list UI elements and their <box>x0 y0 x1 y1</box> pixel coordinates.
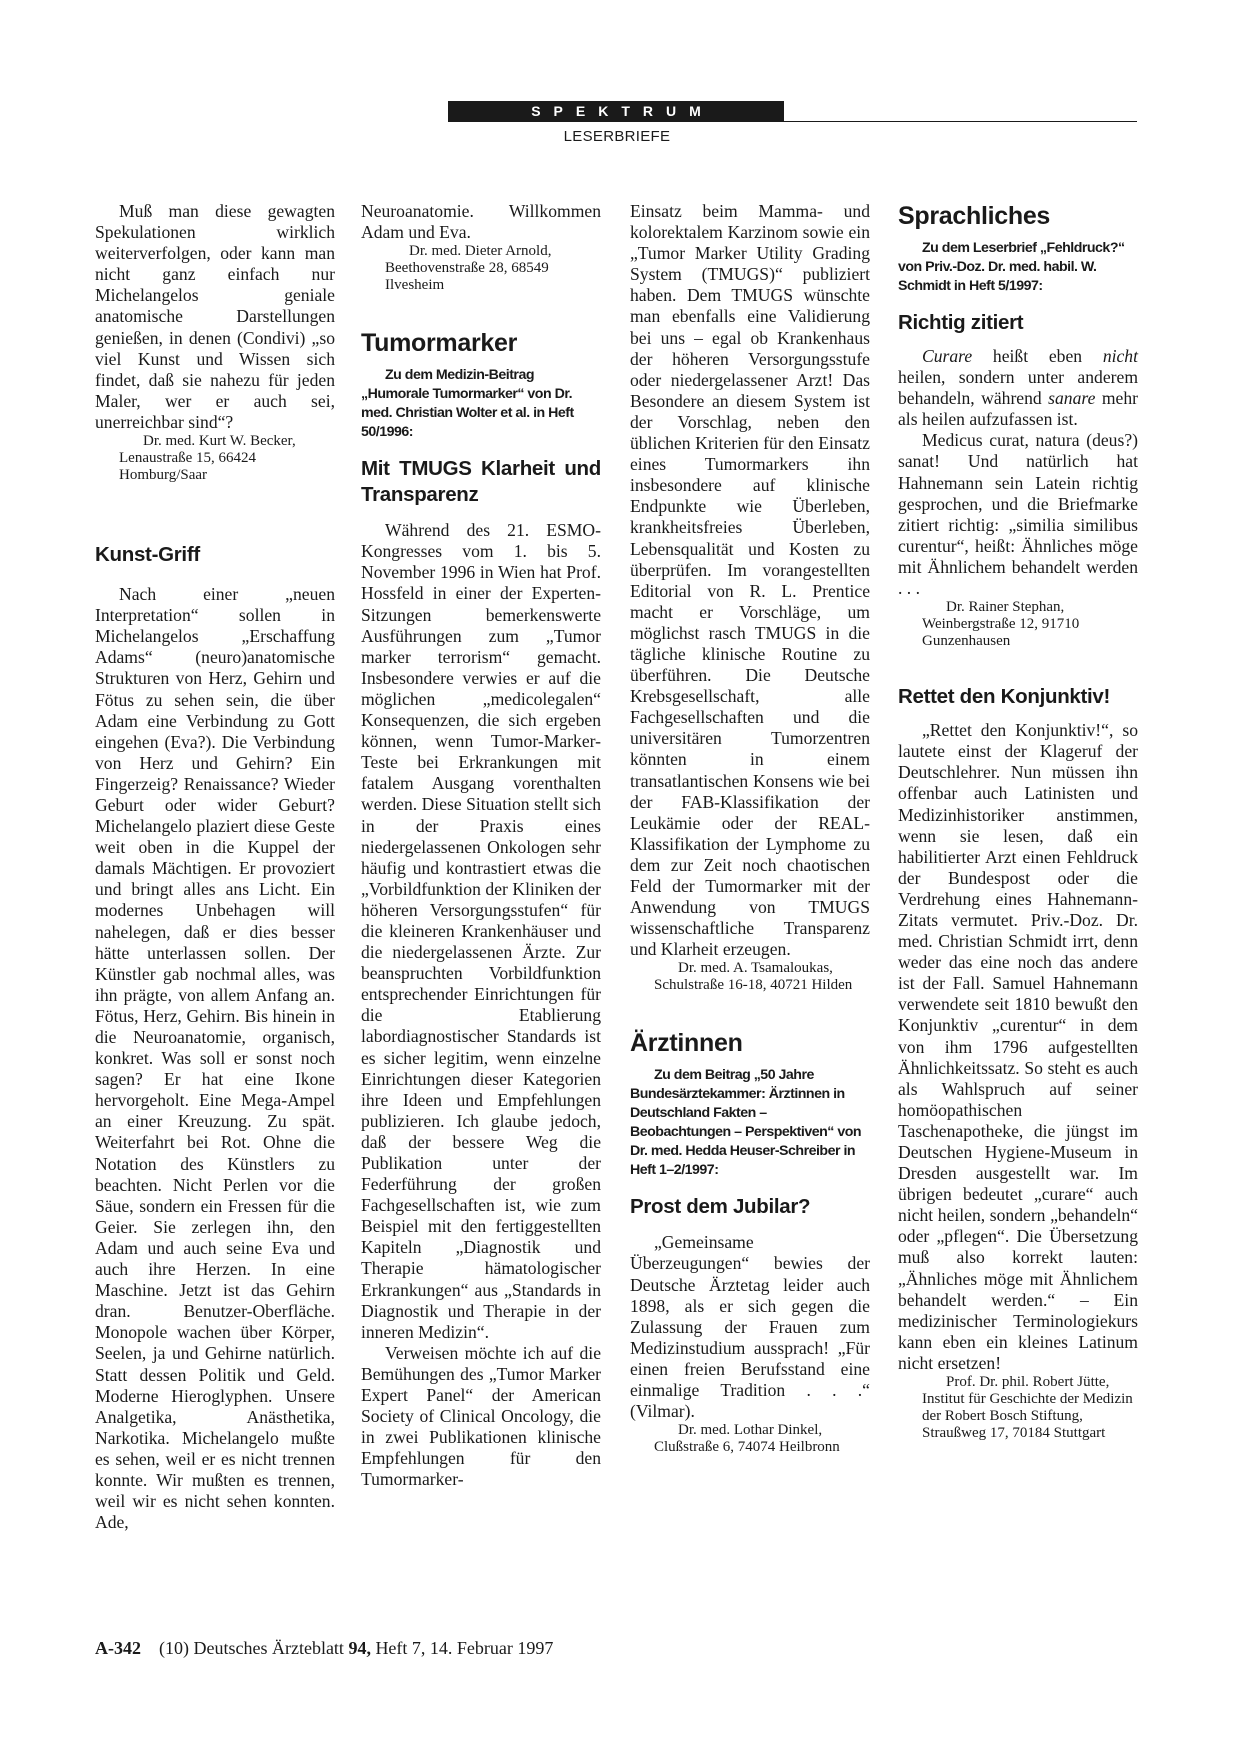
letter-signature: Prof. Dr. phil. Robert Jütte, Institut für Geschichte der Medizin der Robert Bosch Stiftung, Straußweg 17, 70184 Stuttgart <box>922 1374 1133 1442</box>
letter-headline: Mit TMUGS Klarheit und Transparenz <box>361 457 601 507</box>
letter-headline: Richtig zitiert <box>898 311 1024 334</box>
header-rule-left <box>448 121 784 122</box>
reference-intro: Zu dem Medizin-Beitrag „Humorale Tumormarker“ von Dr. med. Christian Wolter et al. in Heft 50/1996: <box>361 367 574 441</box>
column-4 <box>898 201 1138 1442</box>
letter-headline: Prost dem Jubilar? <box>630 1195 811 1219</box>
letter-signature: Dr. med. Lothar Dinkel, Clußstraße 6, 74074 Heilbronn <box>654 1422 840 1456</box>
column-2 <box>361 201 601 1491</box>
volume-number: 94, <box>348 1638 371 1658</box>
letter-paragraph <box>898 346 1138 430</box>
letter-paragraph: Verweisen möchte ich auf die Bemühungen des „Tumor Marker Expert Panel“ der American Society of Clinical Oncology, die in zwei Publikationen klinische Empfehlungen für den Tumormarker- <box>361 1342 601 1490</box>
topic-heading: Sprachliches <box>898 202 1051 230</box>
reference-intro: Zu dem Beitrag „50 Jahre Bundesärztekammer: Ärztinnen in Deutschland Fakten – Beobachtungen – Perspektiven“ von Dr. med. Hedda Heuser-Schreiber in Heft 1–2/1997: <box>630 1067 862 1179</box>
column-3 <box>630 201 870 1456</box>
latin-term: Curare <box>922 346 973 366</box>
text-run: heißt eben <box>972 346 1103 366</box>
text-run: heilen, sondern unter anderem behandeln, während <box>898 367 1138 409</box>
section-subtitle: LESERBRIEFE <box>563 128 671 145</box>
text-run: mehr als heilen aufzufassen ist. <box>898 388 1138 430</box>
topic-heading: Tumormarker <box>361 329 518 358</box>
latin-term: sanare <box>1048 388 1096 409</box>
letter-paragraph: „Gemeinsame Überzeugungen“ bewies der Deutsche Ärztetag leider auch 1898, als er sich gegen die Zulassung der Frauen zum Medizinstudium aussprach! „Für einen freien Berufsstand eine einmalige Tradition . . .“ (Vilmar). <box>630 1232 870 1422</box>
letter-paragraph: Während des 21. ESMO-Kongresses vom 1. bis 5. November 1996 in Wien hat Prof. Hossfeld in einer der Experten-Sitzungen bemerkenswerte Ausführungen zum „Tumor marker terrorism“ gemacht. Insbesondere verwies er auf die möglichen „medicolegalen“ Konsequenzen, die sich ergeben können, wenn Tumor-Marker-Teste bei Erkrankungen mit fatalem Ausgang vorenthalten werden. Diese Situation stellt sich in der Praxis eines niedergelassenen Onkologen sehr häufig und kontrastiert etwas die „Vorbildfunktion der Kliniken der höheren Versorgungsstufen“ für die kleineren Krankenhäuser und die niedergelassenen Ärzte. Zur beanspruchten Vorbildfunktion entsprechender Einrichtungen für die Etablierung labordiagnostischer Standards ist es sicher legitim, wenn einzelne Einrichtungen dieser Kategorien ihre Ideen und Empfehlungen publizieren. Ich glaube jedoch, daß der bessere Weg die Publikation unter der Federführung der großen Fachgesellschaften ist, wie zum Beispiel mit den fertiggestellten Kapiteln „Diagnostik und Therapie hämatologischer Erkrankungen“ aus „Standards in Diagnostik und Therapie in der inneren Medizin“. <box>361 520 601 1342</box>
letter-paragraph: Neuroanatomie. Willkommen Adam und Eva. <box>361 201 601 243</box>
footer-text: (10) Deutsches Ärzteblatt <box>159 1638 349 1658</box>
footer-text: Heft 7, 14. Februar 1997 <box>370 1638 554 1658</box>
letter-paragraph: Muß man diese gewagten Spekulationen wirklich weiterverfolgen, oder kann man nicht ganz einfach nur Michelangelos geniale anatomische Darstellungen genießen, in denen (Condivi) „so viel Kunst und Wissen sich findet, daß sie nahezu für jeden Maler, wer er auch sei, unerreichbar sind“? <box>95 201 335 432</box>
page-footer <box>95 1638 553 1659</box>
page-number: A-342 <box>95 1638 141 1658</box>
topic-heading: Ärztinnen <box>630 1029 743 1058</box>
letter-paragraph: „Rettet den Konjunktiv!“, so lautete einst der Klageruf der Deutschlehrer. Nun müssen ihn offenbar auch Latinisten und Medizinhistoriker anstimmen, wenn sie lesen, daß ein habilitierter Arzt einen Fehldruck der Bundespost oder die Verdrehung eines Hahnemann-Zitats vermutet. Priv.-Doz. Dr. med. Christian Schmidt irrt, denn weder das eine noch das andere ist der Fall. Samuel Hahnemann verwendete seit 1810 bewußt den Konjunktiv „curentur“ in dem von ihm 1796 aufgestellten Ähnlichkeitssatz. So steht es auch als Wahlspruch auf seiner homöopathischen Taschenapotheke, die jüngst im Deutschen Hygiene-Museum in Dresden ausgestellt war. Im übrigen bedeutet „curare“ auch nicht heilen, sondern „behandeln“ oder „pflegen“. Die Übersetzung muß also korrekt lauten: „Ähnliches möge mit Ähnlichem behandelt werden.“ – Ein medizinischer Terminologiekurs kann eben ein kleines Latinum nicht ersetzen! <box>898 720 1138 1373</box>
reference-intro: Zu dem Leserbrief „Fehldruck?“ von Priv.-Doz. Dr. med. habil. W. Schmidt in Heft 5/1997: <box>898 240 1125 294</box>
letter-signature: Dr. Rainer Stephan, Weinbergstraße 12, 91710 Gunzenhausen <box>922 599 1080 650</box>
letter-signature: Dr. med. Kurt W. Becker, Lenaustraße 15, 66424 Homburg/Saar <box>119 433 296 484</box>
letter-headline: Kunst-Griff <box>95 543 200 567</box>
letter-paragraph: Einsatz beim Mamma- und kolorektalem Karzinom sowie ein „Tumor Marker Utility Grading System (TMUGS)“ publiziert haben. Dem TMUGS wünschte man ebenfalls eine Validierung bei uns – egal ob Krankenhaus der höheren Versorgungsstufe oder niedergelassener Arzt! Das Besondere an diesem System ist der Vorschlag, neben den üblichen Kriterien für den Einsatz eines Tumormarkers ihn insbesondere auf klinische Endpunkte wie Überleben, krankheitsfreies Überleben, Lebensqualität und Kosten zu überprüfen. Im vorangestellten Editorial von R. L. Prentice macht er Vorschläge, um möglichst rasch TMUGS in die tägliche klinische Routine zu überführen. Die Deutsche Krebsgesellschaft, alle Fachgesellschaften und die universitären Tumorzentren könnten in einem transatlantischen Konsens wie bei der FAB-Klassifikation der Leukämie oder der REAL-Klassifikation der Lymphome zu dem zur Zeit noch chaotischen Feld der Tumormarker mit der Anwendung von TMUGS wissenschaftliche Transparenz und Klarheit erzeugen. <box>630 201 870 960</box>
letter-paragraph: Medicus curat, natura (deus?) sanat! Und natürlich hat Hahnemann sein Latein richtig gesprochen, und die Briefmarke zitiert richtig: „similia similibus curentur“, heißt: Ähnliches möge mit Ähnlichem behandelt werden . . . <box>898 430 1138 599</box>
emphasis: nicht <box>1102 346 1138 366</box>
letter-headline: Rettet den Konjunktiv! <box>898 685 1111 709</box>
column-1 <box>95 201 335 1533</box>
letter-signature: Dr. med. A. Tsamaloukas, Schulstraße 16-18, 40721 Hilden <box>654 960 853 994</box>
letter-signature: Dr. med. Dieter Arnold, Beethovenstraße 28, 68549 Ilvesheim <box>385 243 552 294</box>
header-rule <box>784 121 1137 122</box>
letter-paragraph: Nach einer „neuen Interpretation“ sollen in Michelangelos „Erschaffung Adams“ (neuro)anatomische Strukturen von Herz, Gehirn und Fötus zu sehen sein, die über Adam eine Verbindung zu Gott eingehen (Eva?). Die Verbindung von Herz und Gehirn? Ein Fingerzeig? Renaissance? Wieder Geburt oder wider Geburt? Michelangelo plaziert diese Geste weit oben in die Kuppel der damals Mächtigen. Er provoziert und bringt alles ans Licht. Ein modernes Unbehagen will nahelegen, daß er dies besser hätte unterlassen sollen. Der Künstler gab nochmal alles, was ihn prägte, von allem Anfang an. Fötus, Herz, Gehirn. Bis hinein in die Neuroanatomie, organisch, konkret. Was soll er sonst noch sagen? Er hat eine Ikone hervorgeholt. Eine Mega-Ampel an einer Kreuzung. Zu spät. Weiterfahrt bei Rot. Ohne die Notation des Künstlers zu beachten. Nicht Perlen vor die Säue, sondern ein Fressen für die Geier. Sie zerlegen ihn, den Adam und auch seine Eva und auch ihre Herzen. In eine Maschine. Jetzt ist das Gehirn dran. Benutzer-Oberfläche. Monopole wachen über Körper, Seelen, ja und Gehirne natürlich. Statt dessen Politik und Geld. Moderne Hieroglyphen. Unsere Analgetika, Anästhetika, Narkotika. Michelangelo mußte es sehen, weil er es nicht trennen konnte. Wir mußten es trennen, weil wir es nicht sehen konnten. Ade, <box>95 584 335 1533</box>
section-banner: SPEKTRUM <box>448 101 784 121</box>
